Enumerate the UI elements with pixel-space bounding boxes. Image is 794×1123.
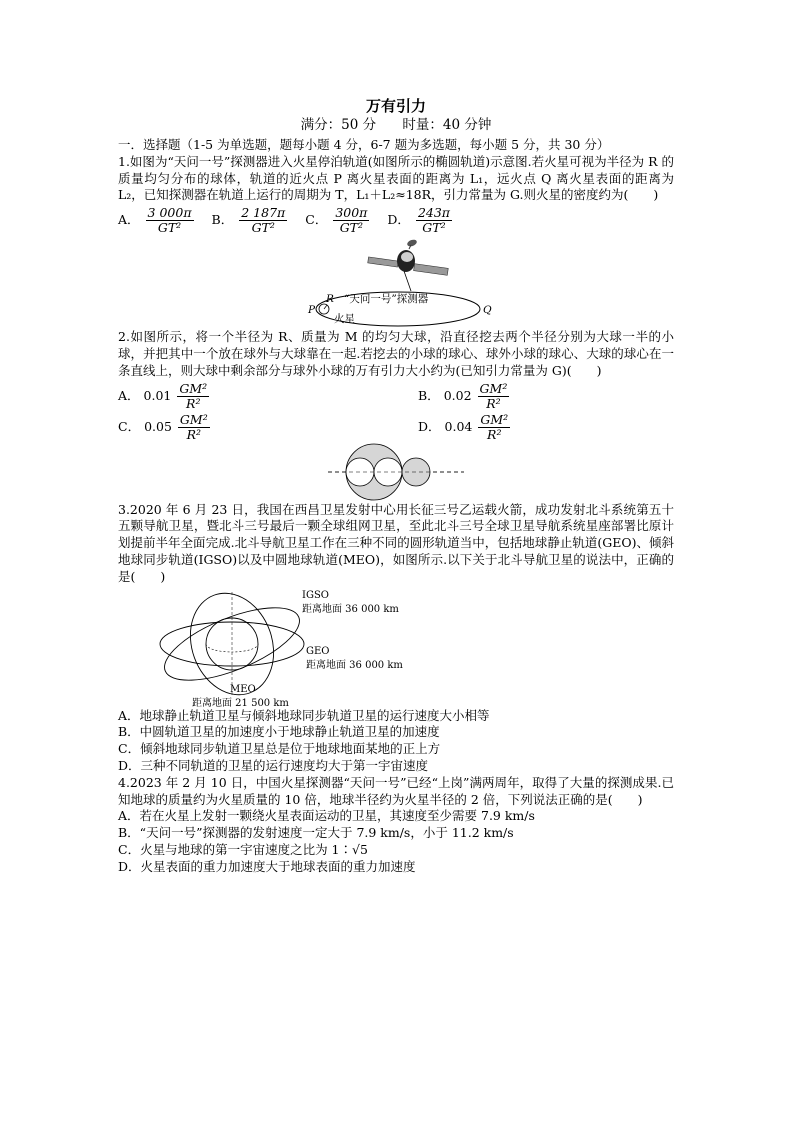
q2-option-c[interactable]: C． 0.05 $\frac{\text{GM²}}{\text{R²}}$ bbox=[118, 411, 208, 442]
q3-option-d[interactable]: D．三种不同轨道的卫星的运行速度均大于第一宇宙速度 bbox=[118, 757, 429, 773]
fraction: $\frac{2 187\pi}{\text{GT²}}$ bbox=[241, 205, 286, 236]
question-2-options bbox=[118, 382, 674, 442]
question-4-text: 4.2023 年 2 月 10 日，中国火星探测器“天问一号”已经“上岗”满两周年，取得了大量的探测成果.已知地球的质量约为火星质量的 10 倍，地球半径约为火星半径的 2 倍，下列说法正确的是( ) bbox=[118, 774, 674, 807]
q3-option-c[interactable]: C．倾斜地球同步轨道卫星总是位于地球地面某地的正上方 bbox=[118, 741, 441, 757]
q3-option-a[interactable]: A．地球静止轨道卫星与倾斜地球同步轨道卫星的运行速度大小相等 bbox=[118, 707, 490, 723]
question-1-options bbox=[118, 206, 674, 235]
fraction: $\frac{300\pi}{\text{GT²}}$ bbox=[335, 205, 368, 236]
point-q-label: Q bbox=[483, 304, 492, 317]
q4-option-c[interactable]: C．火星与地球的第一宇宙速度之比为 1∶√5 bbox=[118, 841, 368, 857]
beidou-orbits-figure bbox=[150, 586, 440, 708]
q1-option-c[interactable] bbox=[305, 206, 369, 235]
fraction: $\frac{3 000\pi}{\text{GT²}}$ bbox=[147, 205, 192, 236]
fraction: $\frac{\text{GM²}}{\text{R²}}$ bbox=[480, 411, 509, 442]
question-1-text: 1.如图为“天问一号”探测器进入火星停泊轨道(如图所示的椭圆轨道)示意图.若火星可视为半径为 R 的质量均匀分布的球体，轨道的近火点 P 离火星表面的距离为 L₁，远火点 Q 离火星表面的距离为 L₂，已知探测器在轨道上运行的周期为 T，L₁＋L₂≈18R，引力常量为 G.则火星的密度约为( ) bbox=[118, 153, 674, 203]
page-title: 万有引力 bbox=[365, 97, 426, 115]
meo-distance: 距离地面 21 500 km bbox=[192, 697, 289, 708]
fraction: $\frac{\text{GM²}}{\text{R²}}$ bbox=[479, 380, 508, 411]
mars-orbit-figure bbox=[286, 235, 506, 329]
full-score: 满分：50 分 bbox=[300, 117, 377, 133]
spheres-figure bbox=[326, 442, 466, 502]
q2-option-b[interactable]: B． 0.02 $\frac{\text{GM²}}{\text{R²}}$ bbox=[418, 380, 508, 411]
meo-label: MEO bbox=[230, 683, 256, 695]
radius-label: R bbox=[326, 293, 334, 306]
q1-option-a[interactable] bbox=[118, 206, 194, 235]
q4-option-d[interactable]: D．火星表面的重力加速度大于地球表面的重力加速度 bbox=[118, 858, 416, 874]
fraction: $\frac{\text{GM²}}{\text{R²}}$ bbox=[179, 411, 208, 442]
q2-option-a[interactable]: A． 0.01 $\frac{\text{GM²}}{\text{R²}}$ bbox=[118, 380, 208, 411]
option-label: A． bbox=[118, 212, 140, 228]
q1-option-d[interactable] bbox=[387, 206, 452, 235]
q4-option-a[interactable]: A．若在火星上发射一颗绕火星表面运动的卫星，其速度至少需要 7.9 km/s bbox=[118, 808, 535, 824]
mars-label: 火星 bbox=[334, 313, 355, 326]
option-label: C． bbox=[305, 212, 328, 228]
section-heading: 一．选择题（1-5 为单选题，题每小题 4 分，6-7 题为多选题，每小题 5 分，共 30 分） bbox=[118, 137, 610, 152]
fraction: $\frac{\text{GM²}}{\text{R²}}$ bbox=[179, 380, 208, 411]
igso-distance: 距离地面 36 000 km bbox=[302, 603, 399, 615]
fraction: $\frac{243\pi}{\text{GT²}}$ bbox=[417, 205, 451, 236]
geo-distance: 距离地面 36 000 km bbox=[306, 659, 403, 671]
exam-page bbox=[118, 96, 674, 876]
question-2-text: 2.如图所示，将一个半径为 R、质量为 M 的均匀大球，沿直径挖去两个半径分别为大球一半的小球，并把其中一个放在球外与大球靠在一起.若挖去的小球的球心、球外小球的球心、大球的球心在一条直线上，则大球中剩余部分与球外小球的万有引力大小约为(已知引力常量为 G)( ) bbox=[118, 329, 674, 378]
igso-label: IGSO bbox=[302, 589, 329, 601]
q2-option-d[interactable]: D． 0.04 $\frac{\text{GM²}}{\text{R²}}$ bbox=[418, 411, 509, 442]
probe-label: “天问一号”探测器 bbox=[344, 293, 429, 306]
question-3-text: 3.2020 年 6 月 23 日，我国在西昌卫星发射中心用长征三号乙运载火箭，成功发射北斗系统第五十五颗导航卫星，暨北斗三号最后一颗全球组网卫星，至此北斗三号全球卫星导航系统星座部署比原计划提前半年全面完成.北斗导航卫星工作在三种不同的圆形轨道当中，包括地球静止轨道(GEO)、倾斜地球同步轨道(IGSO)以及中圆地球轨道(MEO)，如图所示.以下关于北斗导航卫星的说法中，正确的是( ) bbox=[118, 501, 674, 584]
satellite-icon bbox=[368, 239, 449, 292]
q1-option-b[interactable] bbox=[212, 206, 288, 235]
time-limit: 时量：40 分钟 bbox=[402, 117, 492, 133]
exam-meta bbox=[118, 116, 674, 135]
q4-option-b[interactable]: B．“天问一号”探测器的发射速度一定大于 7.9 km/s，小于 11.2 km/s bbox=[118, 825, 514, 841]
option-label: B． bbox=[211, 212, 234, 228]
point-p-label: P bbox=[308, 304, 316, 317]
q3-option-b[interactable]: B．中圆轨道卫星的加速度小于地球静止轨道卫星的加速度 bbox=[118, 724, 440, 740]
option-label: D． bbox=[387, 212, 410, 228]
geo-label: GEO bbox=[306, 645, 330, 657]
